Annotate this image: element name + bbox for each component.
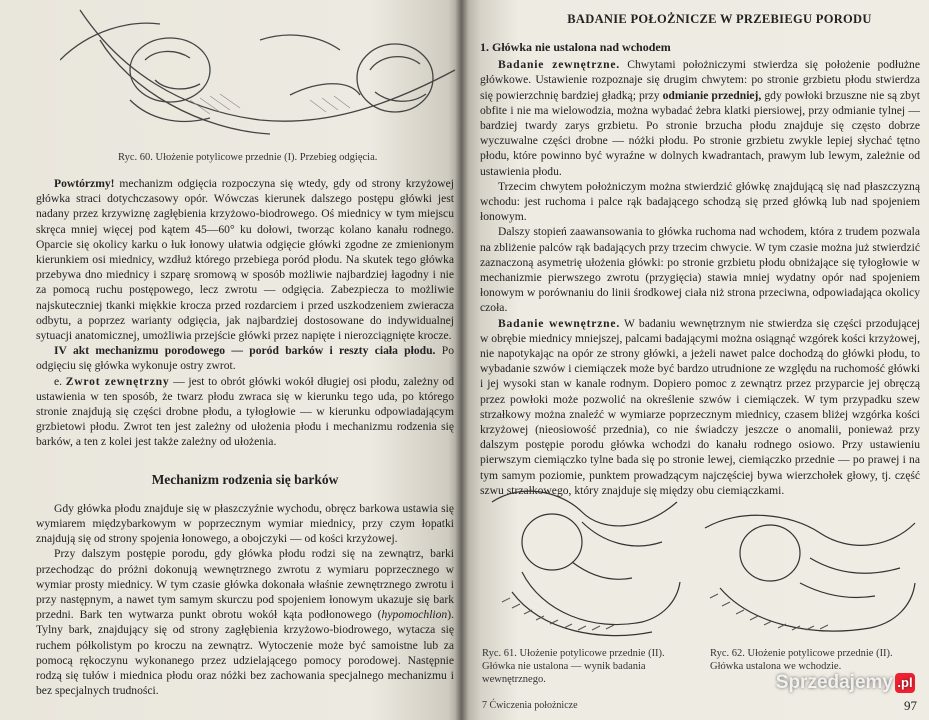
- paragraph: Powtórzmy! mechanizm odgięcia rozpoczyna się wtedy, gdy od strony krzyżowej główka straci dotychczasowy opór. Wówczas kierunek dalszego postępu główki jest nadany przez krzywiznę zagłębienia krzyżowo-biodrowego. Oś miednicy w tym miejscu skręca mniej więcej pod kątem 45—60° ku dołowi, tworząc kolano kanału rodnego. Oparcie się okolicy karku o łuk łonowy ułatwia odgięcie główki zgodne ze zmienionym kierunkiem osi miednicy, wzdłuż którego przebiega poród płodu. Na skutek tego główka przebywa dno miednicy i szparę sromową w sposób możliwie najbardziej łagodny i nie za pomocą ruchu postępowego, lecz zwrotu — odgięcia. Zabezpiecza to możliwie najskuteczniej tkanki miękkie krocza przed rozdarciem i przed uszkodzeniem zwieracza odbytu, a poprzez warianty odgięcia, jak najbardziej dostosowane do indywidualnej sytuacji anatomicznej, umożliwia przejście główki przez napięte i nierozciągnięte krocze.: [36, 177, 454, 343]
- paragraph: Badanie wewnętrzne. W badaniu wewnętrznym nie stwierdza się części przodującej w obrębie miednicy mniejszej, palcami badającymi można osiągnąć wzgórek kości krzyżowej, nie napotykając na opór ze strony główki, a jeżeli nawet palce dochodzą do główki płodu, to wybadanie szwów i ciemiączek może być bardzo utrudnione ze względu na ruchomość główki i jej wysoki stan w kanale rodnym. Dopiero pomoc z zewnątrz przez przyparcie jej obręczą przez powłoki może pozwolić na określenie szwów i ciemiączek. W tym przypadku szew strzałkowy można znaleźć w wymiarze poprzecznym miednicy, czasem bliżej wzgórka kości krzyżowej (nieosiowość przednia), co nie świadczy jeszcze o anomalii, ponieważ przy dalszym postępie porodu główka wchodzi do kanału rodnego osiowo. Przy ustawieniu pierwszym ciemiączko tylne bada się po stronie lewej, ciemiączko przednie — po prawej i na tym samym poziomie, punktem prowadzącym najczęściej bywa wierzchołek głowy, tj. część szwu strzałkowego, który znajduje się między obu ciemiączkami.: [480, 316, 920, 497]
- term-badanie-zewnetrzne: Badanie zewnętrzne.: [498, 58, 620, 72]
- left-page: [0, 0, 462, 720]
- section-title: IV akt mechanizmu porodowego — poród barków i reszty ciała płodu.: [54, 344, 436, 358]
- footer-label: 7 Ćwiczenia położnicze: [482, 700, 578, 711]
- page-number: 97: [904, 698, 917, 713]
- figure-60-caption: Ryc. 60. Ułożenie potylicowe przednie (I). Przebieg odgięcia.: [118, 152, 378, 163]
- term-badanie-wewnetrzne: Badanie wewnętrzne.: [498, 316, 621, 330]
- running-head: BADANIE POŁOŻNICZE W PRZEBIEGU PORODU: [567, 12, 872, 26]
- figure-61-caption: Ryc. 61. Ułożenie potylicowe przednie (II). Główka nie ustalona — wynik badania wewnętrznego.: [482, 648, 665, 685]
- paragraph: Badanie zewnętrzne. Chwytami położniczymi stwierdza się położenie podłużne główkowe. Ustawienie rozpoznaje się drugim chwytem: po stronie grzbietu płodu stwierdza się powierzchnię bardziej gładką; przy odmianie przedniej, gdy powłoki brzuszne nie są zbyt obfite i nie ma wielowodzia, można wybadać żebra klatki piersiowej, przy odmianie tylnej — bardziej twardy zarys grzbietu. Po stronie brzucha płodu znajduje się często dobrze wyczuwalne części drobne — nóżki płodu. Po stronie grzbietu zwykle lepiej słychać tętno płodu, które powinno być wyraźne w dolnych kwadrantach, prawym lub lewym, zależnie od ustawienia płodu.: [480, 58, 920, 178]
- figure-62-illustration: [700, 488, 920, 643]
- watermark-badge: .pl: [895, 673, 915, 693]
- left-text-column: [36, 176, 454, 699]
- paragraph: Trzecim chwytem położniczym można stwierdzić główkę znajdującą się nad płaszczyzną wchodu: jest ruchoma i palce rąk badającego schodzą się przed główką lub nad spojeniem łonowym.: [480, 179, 920, 224]
- paragraph: e. Zwrot zewnętrzny — jest to obrót główki wokół długiej osi płodu, zależny od ustawienia w ten sposób, że twarz płodu zwraca się w kierunku tego uda, po którego stronie znajdują się części drobne płodu, a tyłogłowie — w kierunku odpowiadającym grzbietowi płodu. Zwrot ten jest zależny od ułożenia płodu i mechanizmu rodzenia się barków, a ten z kolei jest także zależny od ułożenia.: [36, 374, 454, 449]
- figure-62-caption: Ryc. 62. Ułożenie potylicowe przednie (II). Główka ustalona we wchodzie.: [710, 648, 893, 672]
- paragraph: IV akt mechanizmu porodowego — poród barków i reszty ciała płodu. Po odgięciu się główka wykonuje ostry zwrot.: [36, 344, 454, 373]
- paragraph: Dalszy stopień zaawansowania to główka ruchoma nad wchodem, która z trudem pozwala na zbliżenie palców rąk badających przy trzecim chwycie. W tym czasie można już stwierdzić zaznaczoną asymetrię ułożenia główki: po stronie grzbietu płodu obniżające się tyłogłowie w mechanizmie pierwszego zwrotu (przygięcia) stawia mniej wydatny opór nad spojeniem łonowym w porównaniu do linii środkowej ciała niż strona przeciwna, odpowiadająca okolicy czoła.: [480, 225, 920, 315]
- paragraph: Przy dalszym postępie porodu, gdy główka płodu rodzi się na zewnątrz, barki przechodząc do próżni dokonują wewnętrznego zwrotu z wymiaru poprzecznego w wymiar prosty miednicy. W tym czasie główka dokonała właśnie zewnętrznego zwrotu i przy następnym, a nawet tym samym skurczu pod spojeniem łonowym ukazuje się bark przedni. Bark ten wytwarza punkt obrotu wokół kąta podłonowego (hypomochlion). Tylny bark, znajdujący się od strony zagłębienia krzyżowo-biodrowego, wytacza się ruchem półkolistym po kroczu na zewnątrz. Wytoczenie może być samoistne lub za pomocą rękoczynu wykonanego przez udzielającego pomocy porodowej. Następnie rodzą się tułów i miednica płodu oraz nóżki bez zachowania specjalnego mechanizmu i bez specjalnych trudności.: [36, 547, 454, 698]
- right-page: [462, 0, 929, 720]
- paragraph: Gdy główka płodu znajduje się w płaszczyźnie wychodu, obręcz barkowa ustawia się wymiarem międzybarkowym w poprzecznym wymiar miednicy, przy czym łopatki znajdują się od strony spojenia łonowego, a obojczyki — od kości krzyżowej.: [36, 501, 454, 546]
- term-zwrot-zewnetrzny: Zwrot zewnętrzny: [65, 374, 170, 388]
- figure-61-illustration: [482, 482, 682, 642]
- right-text-column: [480, 40, 920, 498]
- book-gutter: [455, 0, 469, 720]
- paragraph-lead: Powtórzmy!: [54, 177, 115, 190]
- term-hypomochlion: hypomochlion: [381, 608, 448, 622]
- watermark: Sprzedajemy .pl: [776, 672, 915, 694]
- section-heading: Mechanizm rodzenia się barków: [151, 471, 339, 487]
- figure-60-illustration: [60, 0, 460, 148]
- sub-heading: 1. Główka nie ustalona nad wchodem: [480, 40, 671, 54]
